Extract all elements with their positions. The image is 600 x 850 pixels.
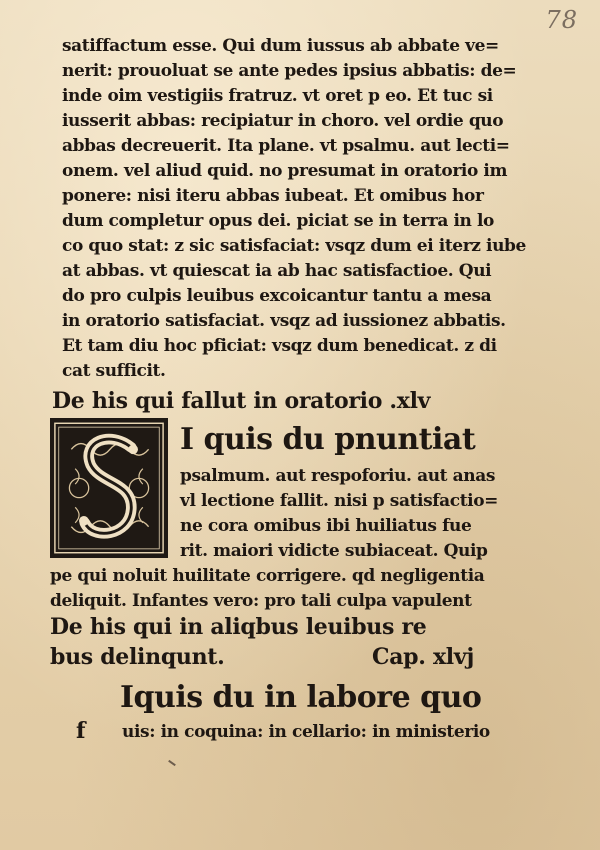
text-line: inde oim vestigiis fratruz. vt oret p eo. Et tuc si bbox=[62, 86, 493, 106]
text-line: psalmum. aut respoforiu. aut anas bbox=[180, 466, 495, 486]
chapter-heading: De his qui fallut in oratorio .xlv bbox=[52, 388, 431, 414]
text-line-large: I quis du pnuntiat bbox=[180, 422, 476, 457]
text-line: dum completur opus dei. piciat se in terra in lo bbox=[62, 211, 494, 231]
chapter-heading: De his qui in aliqbus leuibus re bbox=[50, 614, 427, 640]
text-line: co quo stat: z sic satisfaciat: vsqz dum ei iterz iube bbox=[62, 236, 526, 256]
text-line: onem. vel aliud quid. no presumat in oratorio im bbox=[62, 161, 508, 181]
text-line: iusserit abbas: recipiatur in choro. vel ordie quo bbox=[62, 111, 504, 131]
text-line: cat sufficit. bbox=[62, 361, 166, 381]
text-line: ponere: nisi iteru abbas iubeat. Et omibus hor bbox=[62, 186, 484, 206]
chapter-number: Cap. xlvj bbox=[372, 644, 474, 670]
text-line: ne cora omibus ibi huiliatus fue bbox=[180, 516, 472, 536]
text-line-large: Iquis du in labore quo bbox=[120, 680, 482, 715]
text-line: abbas decreuerit. Ita plane. vt psalmu. aut lecti= bbox=[62, 136, 510, 156]
text-line: deliquit. Infantes vero: pro tali culpa vapulent bbox=[50, 591, 472, 611]
text-line: satiffactum esse. Qui dum iussus ab abbate ve= bbox=[62, 36, 499, 56]
text-line: rit. maiori vidicte subiaceat. Quip bbox=[180, 541, 488, 561]
text-line: nerit: prouoluat se ante pedes ipsius abbatis: de= bbox=[62, 61, 517, 81]
text-line: vl lectione fallit. nisi p satisfactio= bbox=[180, 491, 499, 511]
text-line: uis: in coquina: in cellario: in ministerio bbox=[122, 722, 490, 742]
text-line: in oratorio satisfaciat. vsqz ad iussionez abbatis. bbox=[62, 311, 506, 331]
text-line: Et tam diu hoc pficiat: vsqz dum benedicat. z di bbox=[62, 336, 497, 356]
text-line: do pro culpis leuibus excoicantur tantu a mesa bbox=[62, 286, 492, 306]
decorated-initial-icon bbox=[50, 418, 168, 558]
ink-mark bbox=[168, 760, 176, 766]
chapter-heading: bus delinqunt. bbox=[50, 644, 225, 670]
text-line: pe qui noluit huilitate corrigere. qd negligentia bbox=[50, 566, 485, 586]
folio-number: 78 bbox=[545, 6, 578, 34]
text-line: at abbas. vt quiescat ia ab hac satisfactioe. Qui bbox=[62, 261, 492, 281]
guide-letter: f bbox=[76, 718, 86, 744]
